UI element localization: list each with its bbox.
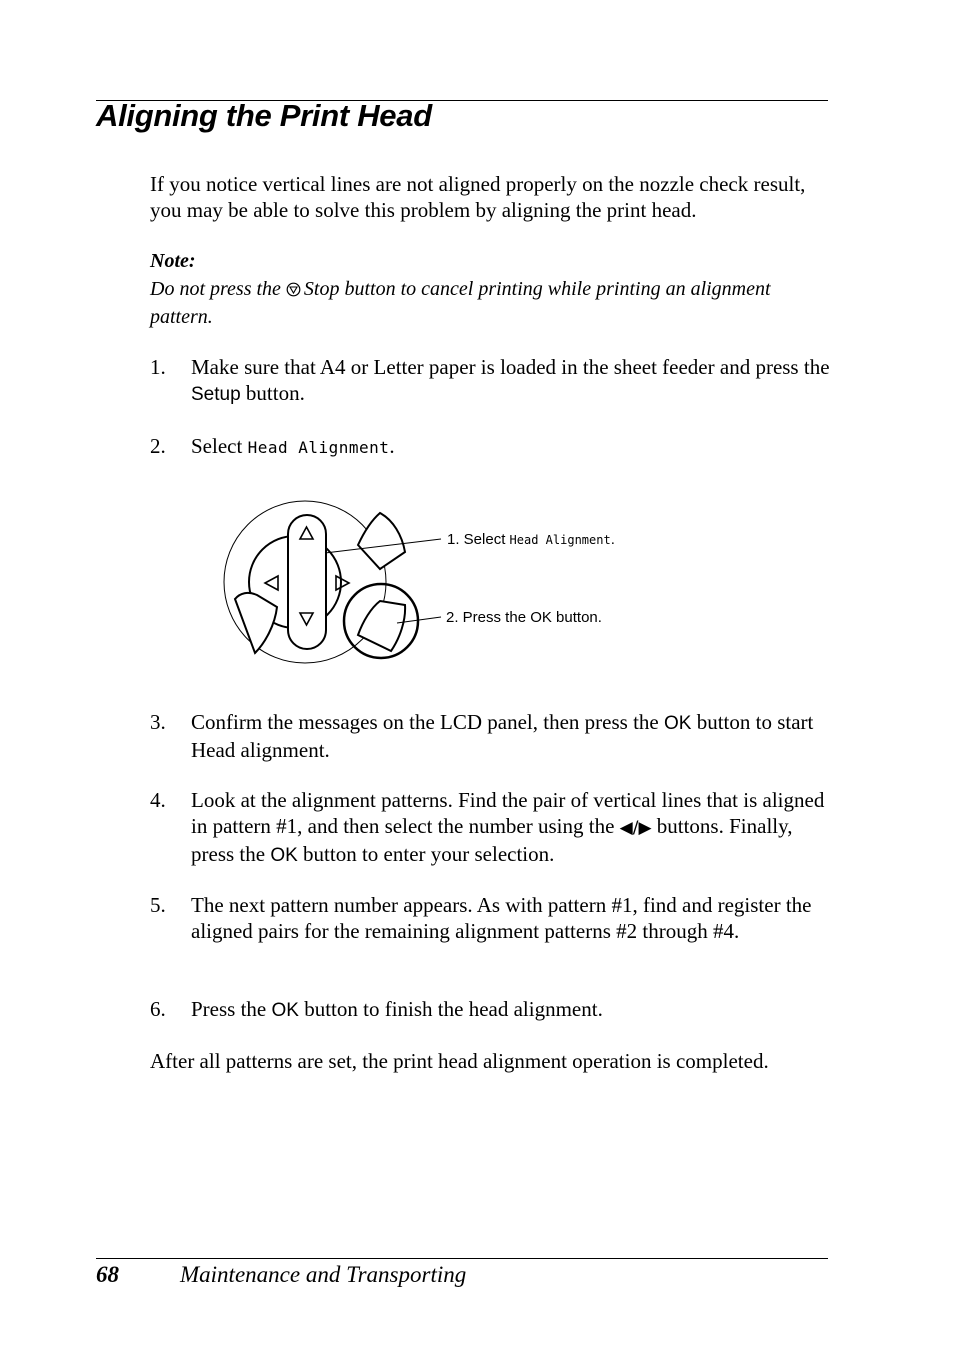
step-number: 3. [150,710,166,734]
intro-paragraph: If you notice vertical lines are not aligned properly on the nozzle check result, you may be able to solve this problem by aligning the print head. [150,172,806,222]
step-text: . [389,434,395,458]
step-text: Press the [191,997,272,1021]
control-panel-diagram [195,495,665,680]
closing-paragraph: After all patterns are set, the print head alignment operation is completed. [150,1049,769,1073]
step-text: button to start Head alignment. [191,710,814,762]
note-text-before: Do not press the [150,278,281,300]
step-number: 1. [150,355,166,379]
note-text-after: Stop button to cancel printing while printing an alignment pattern. [150,278,771,328]
step-2 [150,433,830,461]
setup-button-label: Setup [191,384,241,405]
step-text: Select [191,434,248,458]
left-right-arrows-icon: ◀/▶ [619,818,652,838]
section-title: Maintenance and Transporting [180,1262,467,1287]
step-text: Look at the alignment patterns. Find the pair of vertical lines that is aligned in pattern #1, and then select the number using the [191,788,825,838]
footer-rule [96,1258,828,1259]
step-text: button. [240,381,305,405]
step-text: button to finish the head alignment. [298,997,603,1021]
callout-select-head-alignment: 1. Select Head Alignment. [447,531,615,548]
step-4 [150,787,830,869]
step-number: 5. [150,893,166,917]
page-number: 68 [96,1262,119,1287]
note-text [150,276,830,330]
ok-button-label: OK [663,713,692,734]
note-label: Note: [150,250,196,272]
page-title: Aligning the Print Head [96,98,432,133]
step-6 [150,996,830,1024]
step-number: 4. [150,788,166,812]
ok-button-label: OK [270,845,298,866]
stop-icon [286,278,301,304]
lcd-menu-label: Head Alignment [247,438,390,457]
ok-button-label: OK [271,1000,299,1021]
step-text: buttons. Finally, press the [191,814,793,866]
step-1 [150,354,830,408]
step-5 [150,892,830,944]
step-text: Make sure that A4 or Letter paper is loaded in the sheet feeder and press the [191,355,830,379]
step-text: Confirm the messages on the LCD panel, then press the [191,710,664,734]
step-number: 2. [150,434,166,458]
step-3 [150,709,830,763]
callout-press-ok: 2. Press the OK button. [446,609,602,626]
step-text: The next pattern number appears. As with pattern #1, find and register the aligned pairs for the remaining alignment patterns #2 through #4. [191,893,812,943]
step-number: 6. [150,997,166,1021]
step-text: button to enter your selection. [297,842,555,866]
